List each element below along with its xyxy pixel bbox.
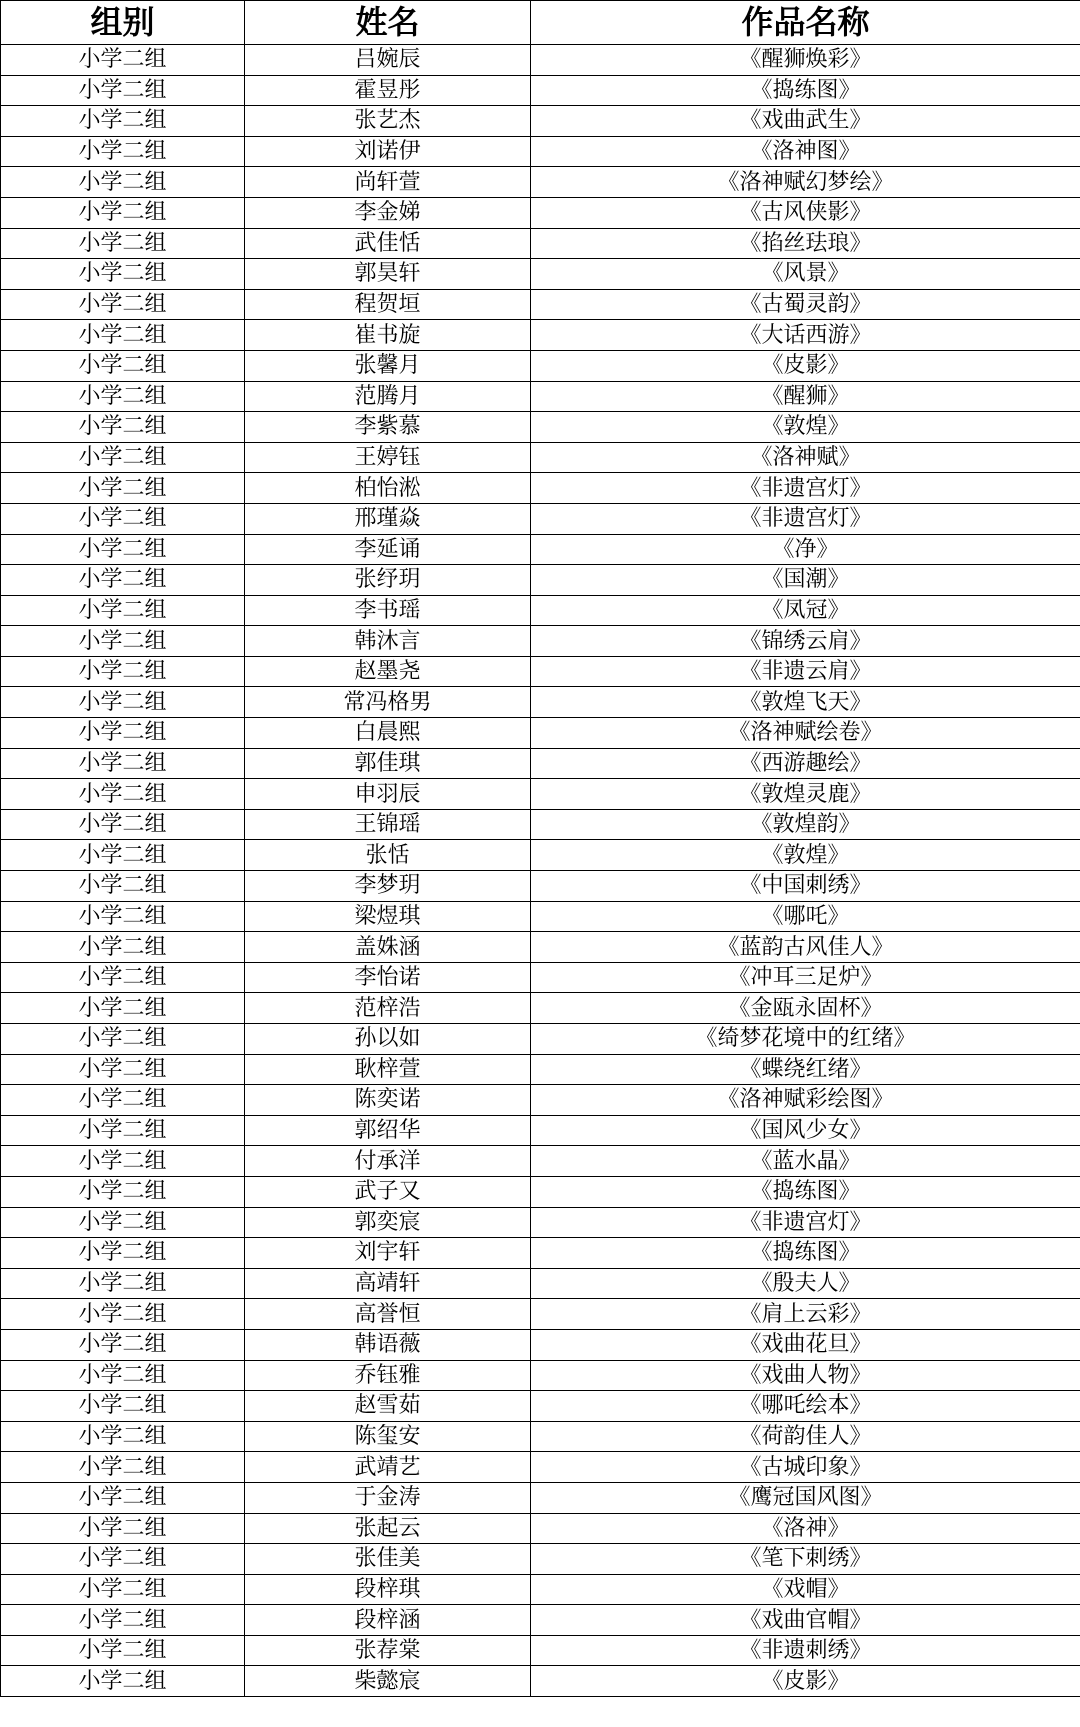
cell-work-title: 《国潮》 [531, 565, 1080, 596]
cell-name: 乔钰雅 [245, 1360, 531, 1391]
cell-group: 小学二组 [1, 718, 245, 749]
cell-name: 盖姝涵 [245, 932, 531, 963]
table-row [1, 809, 1080, 840]
cell-group: 小学二组 [1, 106, 245, 137]
table-row [1, 1115, 1080, 1146]
cell-group: 小学二组 [1, 1482, 245, 1513]
cell-name: 白晨熙 [245, 718, 531, 749]
table-row [1, 136, 1080, 167]
cell-name: 付承洋 [245, 1146, 531, 1177]
cell-group: 小学二组 [1, 1452, 245, 1483]
cell-work-title: 《敦煌灵鹿》 [531, 779, 1080, 810]
cell-name: 孙以如 [245, 1024, 531, 1055]
cell-name: 范腾月 [245, 381, 531, 412]
cell-group: 小学二组 [1, 993, 245, 1024]
table-row [1, 1054, 1080, 1085]
cell-group: 小学二组 [1, 1635, 245, 1666]
cell-name: 李梦玥 [245, 871, 531, 902]
table-row [1, 1238, 1080, 1269]
cell-group: 小学二组 [1, 1207, 245, 1238]
cell-work-title: 《非遗宫灯》 [531, 1207, 1080, 1238]
cell-group: 小学二组 [1, 871, 245, 902]
cell-name: 张恬 [245, 840, 531, 871]
cell-work-title: 《古城印象》 [531, 1452, 1080, 1483]
header-name: 姓名 [245, 1, 531, 45]
cell-group: 小学二组 [1, 442, 245, 473]
table-row [1, 1329, 1080, 1360]
cell-group: 小学二组 [1, 1085, 245, 1116]
cell-work-title: 《戏曲人物》 [531, 1360, 1080, 1391]
table-row [1, 1146, 1080, 1177]
cell-name: 张荐棠 [245, 1635, 531, 1666]
cell-group: 小学二组 [1, 656, 245, 687]
table-row [1, 228, 1080, 259]
table-row [1, 871, 1080, 902]
cell-group: 小学二组 [1, 1299, 245, 1330]
cell-name: 郭绍华 [245, 1115, 531, 1146]
cell-name: 刘宇轩 [245, 1238, 531, 1269]
cell-work-title: 《捣练图》 [531, 1176, 1080, 1207]
table-row [1, 565, 1080, 596]
cell-work-title: 《洛神》 [531, 1513, 1080, 1544]
cell-name: 范梓浩 [245, 993, 531, 1024]
table-row [1, 289, 1080, 320]
cell-name: 尚轩萱 [245, 167, 531, 198]
cell-work-title: 《冲耳三足炉》 [531, 962, 1080, 993]
cell-name: 段梓涵 [245, 1605, 531, 1636]
cell-name: 郭昊轩 [245, 259, 531, 290]
table-row [1, 1024, 1080, 1055]
cell-work-title: 《敦煌》 [531, 840, 1080, 871]
header-group: 组别 [1, 1, 245, 45]
cell-name: 李怡诺 [245, 962, 531, 993]
cell-work-title: 《古风侠影》 [531, 197, 1080, 228]
cell-work-title: 《古蜀灵韵》 [531, 289, 1080, 320]
cell-group: 小学二组 [1, 534, 245, 565]
cell-work-title: 《荷韵佳人》 [531, 1421, 1080, 1452]
cell-work-title: 《戏曲花旦》 [531, 1329, 1080, 1360]
cell-group: 小学二组 [1, 1024, 245, 1055]
cell-work-title: 《哪吒》 [531, 901, 1080, 932]
cell-name: 郭奕宸 [245, 1207, 531, 1238]
cell-work-title: 《金瓯永固杯》 [531, 993, 1080, 1024]
cell-work-title: 《净》 [531, 534, 1080, 565]
cell-group: 小学二组 [1, 1544, 245, 1575]
table-row [1, 1605, 1080, 1636]
cell-group: 小学二组 [1, 1146, 245, 1177]
cell-work-title: 《凤冠》 [531, 595, 1080, 626]
cell-name: 张佳美 [245, 1544, 531, 1575]
cell-group: 小学二组 [1, 595, 245, 626]
cell-work-title: 《笔下刺绣》 [531, 1544, 1080, 1575]
table-row [1, 1452, 1080, 1483]
table-row [1, 1666, 1080, 1697]
cell-name: 李金娣 [245, 197, 531, 228]
table-row [1, 412, 1080, 443]
cell-group: 小学二组 [1, 320, 245, 351]
table-row [1, 1085, 1080, 1116]
cell-group: 小学二组 [1, 1268, 245, 1299]
cell-group: 小学二组 [1, 901, 245, 932]
cell-group: 小学二组 [1, 1115, 245, 1146]
table-row [1, 534, 1080, 565]
table-row [1, 75, 1080, 106]
cell-name: 张馨月 [245, 350, 531, 381]
table-row [1, 503, 1080, 534]
cell-work-title: 《绮梦花境中的红绪》 [531, 1024, 1080, 1055]
cell-work-title: 《风景》 [531, 259, 1080, 290]
cell-name: 武子又 [245, 1176, 531, 1207]
table-row [1, 1391, 1080, 1422]
cell-group: 小学二组 [1, 289, 245, 320]
cell-group: 小学二组 [1, 932, 245, 963]
cell-name: 吕婉辰 [245, 45, 531, 76]
cell-group: 小学二组 [1, 1513, 245, 1544]
header-work-title: 作品名称 [531, 1, 1080, 45]
cell-group: 小学二组 [1, 1054, 245, 1085]
table-row [1, 1299, 1080, 1330]
cell-group: 小学二组 [1, 962, 245, 993]
cell-work-title: 《戏曲武生》 [531, 106, 1080, 137]
table-row [1, 1513, 1080, 1544]
cell-work-title: 《戏曲官帽》 [531, 1605, 1080, 1636]
cell-work-title: 《蓝韵古风佳人》 [531, 932, 1080, 963]
cell-group: 小学二组 [1, 748, 245, 779]
header-row [1, 1, 1080, 45]
cell-group: 小学二组 [1, 197, 245, 228]
table-row [1, 106, 1080, 137]
cell-name: 韩沐言 [245, 626, 531, 657]
table-row [1, 473, 1080, 504]
cell-work-title: 《皮影》 [531, 350, 1080, 381]
cell-work-title: 《殷夫人》 [531, 1268, 1080, 1299]
table-row [1, 656, 1080, 687]
cell-name: 耿梓萱 [245, 1054, 531, 1085]
cell-name: 段梓琪 [245, 1574, 531, 1605]
cell-group: 小学二组 [1, 503, 245, 534]
table-row [1, 350, 1080, 381]
cell-name: 陈奕诺 [245, 1085, 531, 1116]
table-body [1, 45, 1080, 1697]
cell-name: 张起云 [245, 1513, 531, 1544]
table-row [1, 1421, 1080, 1452]
cell-group: 小学二组 [1, 565, 245, 596]
cell-name: 韩语薇 [245, 1329, 531, 1360]
cell-work-title: 《鹰冠国风图》 [531, 1482, 1080, 1513]
table-row [1, 901, 1080, 932]
table-row [1, 167, 1080, 198]
table-row [1, 320, 1080, 351]
cell-group: 小学二组 [1, 350, 245, 381]
cell-name: 李书瑶 [245, 595, 531, 626]
cell-work-title: 《戏帽》 [531, 1574, 1080, 1605]
cell-group: 小学二组 [1, 167, 245, 198]
table-header [1, 1, 1080, 45]
cell-group: 小学二组 [1, 1176, 245, 1207]
cell-work-title: 《非遗云肩》 [531, 656, 1080, 687]
cell-work-title: 《捣练图》 [531, 75, 1080, 106]
cell-group: 小学二组 [1, 1574, 245, 1605]
cell-group: 小学二组 [1, 1329, 245, 1360]
cell-name: 张纾玥 [245, 565, 531, 596]
table-row [1, 993, 1080, 1024]
cell-group: 小学二组 [1, 381, 245, 412]
cell-work-title: 《醒狮焕彩》 [531, 45, 1080, 76]
table-row [1, 779, 1080, 810]
cell-group: 小学二组 [1, 259, 245, 290]
table-row [1, 932, 1080, 963]
cell-name: 王锦瑶 [245, 809, 531, 840]
cell-group: 小学二组 [1, 45, 245, 76]
cell-name: 高靖轩 [245, 1268, 531, 1299]
cell-group: 小学二组 [1, 1421, 245, 1452]
cell-group: 小学二组 [1, 228, 245, 259]
cell-work-title: 《大话西游》 [531, 320, 1080, 351]
table-row [1, 962, 1080, 993]
table-row [1, 259, 1080, 290]
cell-name: 邢瑾焱 [245, 503, 531, 534]
cell-name: 梁煜琪 [245, 901, 531, 932]
cell-work-title: 《非遗刺绣》 [531, 1635, 1080, 1666]
cell-work-title: 《国风少女》 [531, 1115, 1080, 1146]
cell-work-title: 《洛神赋》 [531, 442, 1080, 473]
table-row [1, 1635, 1080, 1666]
cell-work-title: 《蓝水晶》 [531, 1146, 1080, 1177]
cell-name: 程贺垣 [245, 289, 531, 320]
cell-work-title: 《西游趣绘》 [531, 748, 1080, 779]
cell-name: 高誉恒 [245, 1299, 531, 1330]
cell-group: 小学二组 [1, 136, 245, 167]
cell-group: 小学二组 [1, 473, 245, 504]
cell-name: 武靖艺 [245, 1452, 531, 1483]
table-row [1, 840, 1080, 871]
cell-name: 张艺杰 [245, 106, 531, 137]
cell-work-title: 《蝶绕红绪》 [531, 1054, 1080, 1085]
table-row [1, 748, 1080, 779]
cell-group: 小学二组 [1, 75, 245, 106]
cell-name: 陈玺安 [245, 1421, 531, 1452]
table-row [1, 1207, 1080, 1238]
cell-work-title: 《非遗宫灯》 [531, 473, 1080, 504]
cell-work-title: 《哪吒绘本》 [531, 1391, 1080, 1422]
cell-group: 小学二组 [1, 626, 245, 657]
table-row [1, 1482, 1080, 1513]
table-row [1, 1268, 1080, 1299]
cell-work-title: 《洛神图》 [531, 136, 1080, 167]
cell-name: 武佳恬 [245, 228, 531, 259]
cell-work-title: 《敦煌韵》 [531, 809, 1080, 840]
cell-group: 小学二组 [1, 1666, 245, 1697]
table-row [1, 1176, 1080, 1207]
table-row [1, 1544, 1080, 1575]
cell-work-title: 《锦绣云肩》 [531, 626, 1080, 657]
cell-name: 霍昱彤 [245, 75, 531, 106]
table-row [1, 45, 1080, 76]
table-row [1, 718, 1080, 749]
cell-name: 于金涛 [245, 1482, 531, 1513]
table-row [1, 687, 1080, 718]
cell-name: 柏怡淞 [245, 473, 531, 504]
cell-work-title: 《洛神赋幻梦绘》 [531, 167, 1080, 198]
cell-name: 申羽辰 [245, 779, 531, 810]
cell-group: 小学二组 [1, 809, 245, 840]
cell-name: 郭佳琪 [245, 748, 531, 779]
cell-work-title: 《非遗宫灯》 [531, 503, 1080, 534]
table-row [1, 1574, 1080, 1605]
table-row [1, 442, 1080, 473]
cell-group: 小学二组 [1, 687, 245, 718]
cell-name: 刘诺伊 [245, 136, 531, 167]
cell-work-title: 《敦煌飞天》 [531, 687, 1080, 718]
cell-work-title: 《洛神赋绘卷》 [531, 718, 1080, 749]
cell-group: 小学二组 [1, 1360, 245, 1391]
cell-group: 小学二组 [1, 840, 245, 871]
cell-work-title: 《醒狮》 [531, 381, 1080, 412]
cell-work-title: 《洛神赋彩绘图》 [531, 1085, 1080, 1116]
cell-name: 王婷钰 [245, 442, 531, 473]
table-row [1, 626, 1080, 657]
cell-name: 常冯格男 [245, 687, 531, 718]
cell-name: 赵墨尧 [245, 656, 531, 687]
cell-work-title: 《皮影》 [531, 1666, 1080, 1697]
table-row [1, 595, 1080, 626]
cell-work-title: 《捣练图》 [531, 1238, 1080, 1269]
cell-group: 小学二组 [1, 1391, 245, 1422]
cell-group: 小学二组 [1, 1238, 245, 1269]
cell-name: 赵雪茹 [245, 1391, 531, 1422]
cell-work-title: 《敦煌》 [531, 412, 1080, 443]
cell-work-title: 《掐丝珐琅》 [531, 228, 1080, 259]
table-row [1, 1360, 1080, 1391]
cell-work-title: 《中国刺绣》 [531, 871, 1080, 902]
cell-name: 李紫慕 [245, 412, 531, 443]
cell-group: 小学二组 [1, 412, 245, 443]
table-row [1, 197, 1080, 228]
cell-name: 柴懿宸 [245, 1666, 531, 1697]
cell-group: 小学二组 [1, 1605, 245, 1636]
table-row [1, 381, 1080, 412]
cell-name: 李延诵 [245, 534, 531, 565]
cell-group: 小学二组 [1, 779, 245, 810]
cell-name: 崔书旋 [245, 320, 531, 351]
cell-work-title: 《肩上云彩》 [531, 1299, 1080, 1330]
